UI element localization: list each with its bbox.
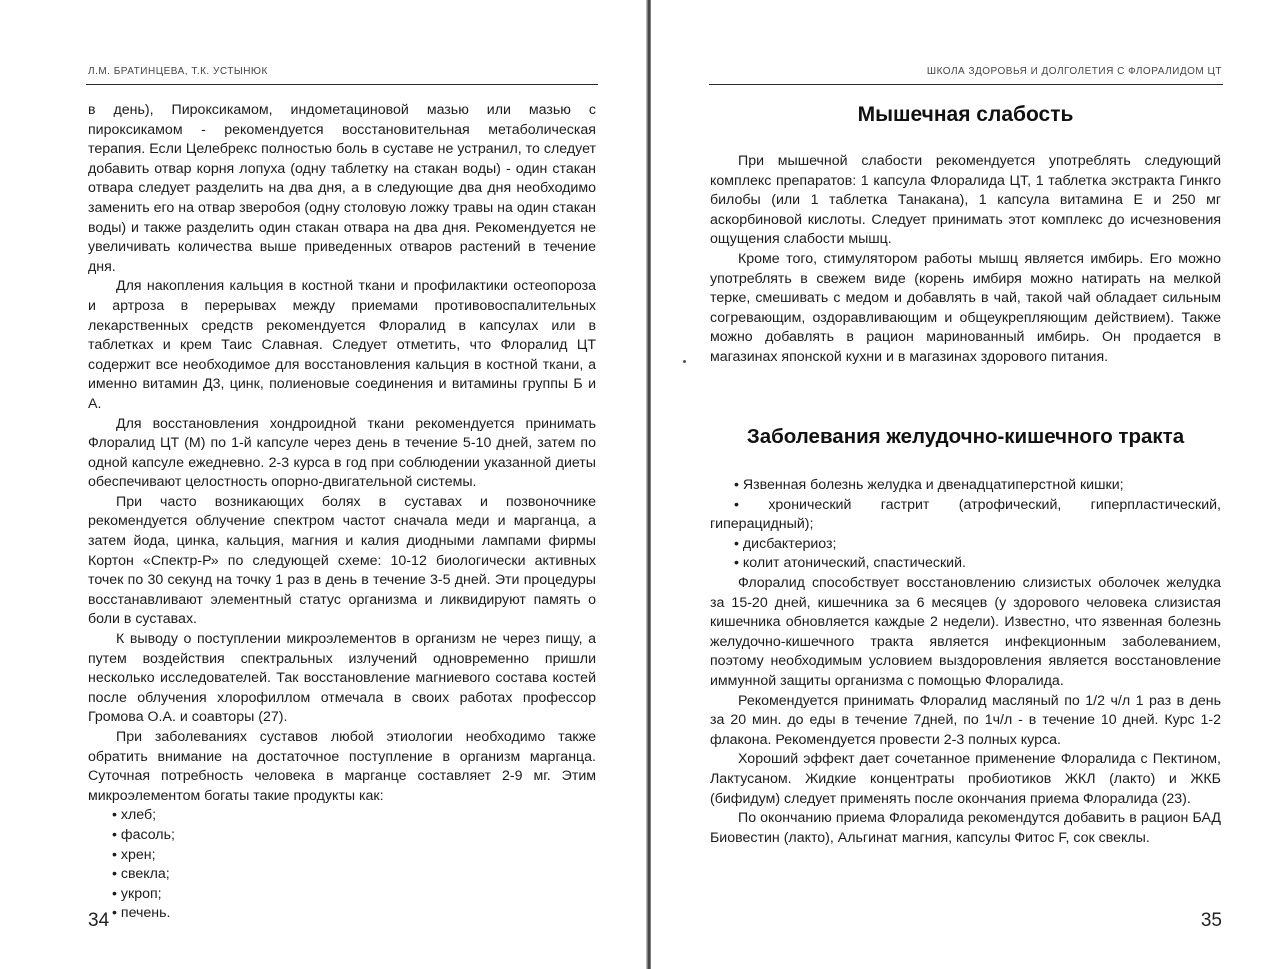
list-item: • фасоль; bbox=[112, 826, 175, 843]
page-number: 34 bbox=[88, 910, 110, 931]
manganese-foods-list bbox=[88, 806, 596, 924]
paragraph: в день), Пироксикамом, индометациновой мазью или мазью с пироксикамом - рекомендуется восстановительная метаболическая терапия. Если Целебрекс полностью боль в суставе не устранил, то следует добавить отвар корня лопуха (одну таблетку на стакан воды) - один стакан отвара следует разделить на два дня, а в следующие два дня необходимо заменить его на отвар зверобоя (одну столовую ложку травы на один стакан воды) и также разделить один стакан отвара на два дня. Рекомендуется не увеличивать количества выше приведенных отваров растений в течение дня. bbox=[88, 102, 596, 275]
right-page bbox=[651, 0, 1280, 969]
list-item: • дисбактериоз; bbox=[734, 535, 837, 552]
list-item: • укроп; bbox=[112, 885, 162, 902]
gi-diseases-list bbox=[710, 476, 1221, 574]
paragraph: Для накопления кальция в костной ткани и профилактики остеопороза и артроза в перерывах между приемами противовоспалительных лекарственных средств рекомендуется Флоралид в капсулах или в таблетках и крем Таис Славная. Следует отметить, что Флоралид ЦТ содержит все необходимое для восстановления кальция в костной ткани, а именно витамин Д3, цинк, полиеновые соединения и витамины группы Б и А. bbox=[88, 278, 596, 412]
paragraph: Кроме того, стимулятором работы мышц является имбирь. Его можно употреблять в свежем виде (корень имбиря можно натирать на мелкой терке, смешивать с медом и добавлять в чай, такой чай обладает сильным согревающим, оздоравливающим и общеукрепляющим действием). Также можно добавлять в рацион маринованный имбирь. Он продается в магазинах японской кухни и в магазинах здорового питания. bbox=[710, 250, 1221, 365]
paragraph: К выводу о поступлении микроэлементов в организм не через пищу, а путем воздействия спектральных излучений одновременно пришли несколько исследователей. Так восстановление магниевого состава костей после облучения хлорофиллом отмечала в своих работах профессор Громова О.А. и соавторы (27). bbox=[88, 631, 596, 726]
list-item: • печень. bbox=[112, 905, 171, 922]
paragraph: По окончанию приема Флоралида рекомендутся добавить в рацион БАД Биовестин (лакто), Альгинат магния, капсулы Фитос F, сок свеклы. bbox=[710, 810, 1221, 846]
list-item: • хлеб; bbox=[112, 807, 157, 824]
paragraph: При мышечной слабости рекомендуется употреблять следующий комплекс препаратов: 1 капсула Флоралида ЦТ, 1 таблетка экстракта Гинкго билобы (или 1 таблетка Танакана), 1 капсула витамина Е и 250 мг аскорбиновой кислоты. Следует принимать этот комплекс до исчезновения ощущения слабости мышц. bbox=[710, 153, 1221, 248]
page-number: 35 bbox=[1200, 910, 1222, 931]
scan-speck bbox=[683, 360, 686, 363]
header-rule bbox=[86, 84, 598, 85]
list-item: • хронический гастрит (атрофический, гиперпластический, гиперацидный); bbox=[710, 496, 1221, 533]
list-item: • Язвенная болезнь желудка и двенадцатиперстной кишки; bbox=[734, 477, 1124, 493]
running-head-authors: Л.М. БРАТИНЦЕВА, Т.К. УСТЫНЮК bbox=[88, 66, 268, 77]
paragraph: Хороший эффект дает сочетанное применение Флоралида с Пектином, Лактусаном. Жидкие концентраты пробиотиков ЖКЛ (лакто) и ЖКБ (бифидум) следует применять после окончания приема Флоралида (23). bbox=[710, 751, 1221, 807]
running-head-book-title: ШКОЛА ЗДОРОВЬЯ И ДОЛГОЛЕТИЯ С ФЛОРАЛИДОМ ЦТ bbox=[926, 66, 1222, 77]
paragraph: При часто возникающих болях в суставах и позвоночнике рекомендуется облучение спектром частот сначала меди и марганца, а затем йода, цинка, кальция, магния и калия диодными лампами фирмы Кортон «Спектр-Р» по следующей схеме: 10-12 биологически активных точек по 30 секунд на точку 1 раз в день в течение 3-5 дней. Эти процедуры восстанавливают элементный статус организма и ликвидируют память о боли в суставах. bbox=[88, 493, 596, 628]
header-rule bbox=[709, 84, 1223, 85]
list-item: • свекла; bbox=[112, 866, 170, 883]
paragraph: Рекомендуется принимать Флоралид масляный по 1/2 ч/л 1 раз в день за 20 мин. до еды в течение 7дней, по 1ч/л - в течение 10 дней. Курс 1-2 флакона. Рекомендуется провести 2-3 полных курса. bbox=[710, 692, 1221, 748]
left-body-text bbox=[88, 101, 596, 924]
paragraph: Флоралид способствует восстановлению слизистых оболочек желудка за 15-20 дней, кишечника за 6 месяцев (у здорового человека слизистая кишечника обновляется каждые 2 недели). Известно, что язвенная болезнь желудочно-кишечного тракта является инфекционным заболеванием, поэтому необходимым условием выздоровления является восстановление иммунной защиты организма с помощью Флоралида. bbox=[710, 574, 1221, 689]
list-item: • хрен; bbox=[112, 846, 156, 863]
list-item: • колит атонический, спастический. bbox=[734, 555, 966, 572]
section-heading-gi-diseases: Заболевания желудочно-кишечного тракта bbox=[746, 425, 1185, 448]
paragraph: Для восстановления хондроидной ткани рекомендуется принимать Флоралид ЦТ (М) по 1-й капсуле через день в течение 5-10 дней, затем по одной капсуле ежедневно. 2-3 курса в год при соблюдении указанной диеты обеспечивают целостность опорно-двигательной системы. bbox=[88, 415, 596, 491]
gi-section-text bbox=[710, 476, 1221, 848]
muscle-section-text bbox=[710, 152, 1221, 368]
section-heading-muscle-weakness: Мышечная слабость bbox=[857, 103, 1074, 126]
paragraph: При заболеваниях суставов любой этиологии необходимо также обратить внимание на достаточное поступление в организм марганца. Суточная потребность человека в марганце составляет 2-9 мг. Этим микроэлементом богаты такие продукты как: bbox=[88, 729, 596, 804]
